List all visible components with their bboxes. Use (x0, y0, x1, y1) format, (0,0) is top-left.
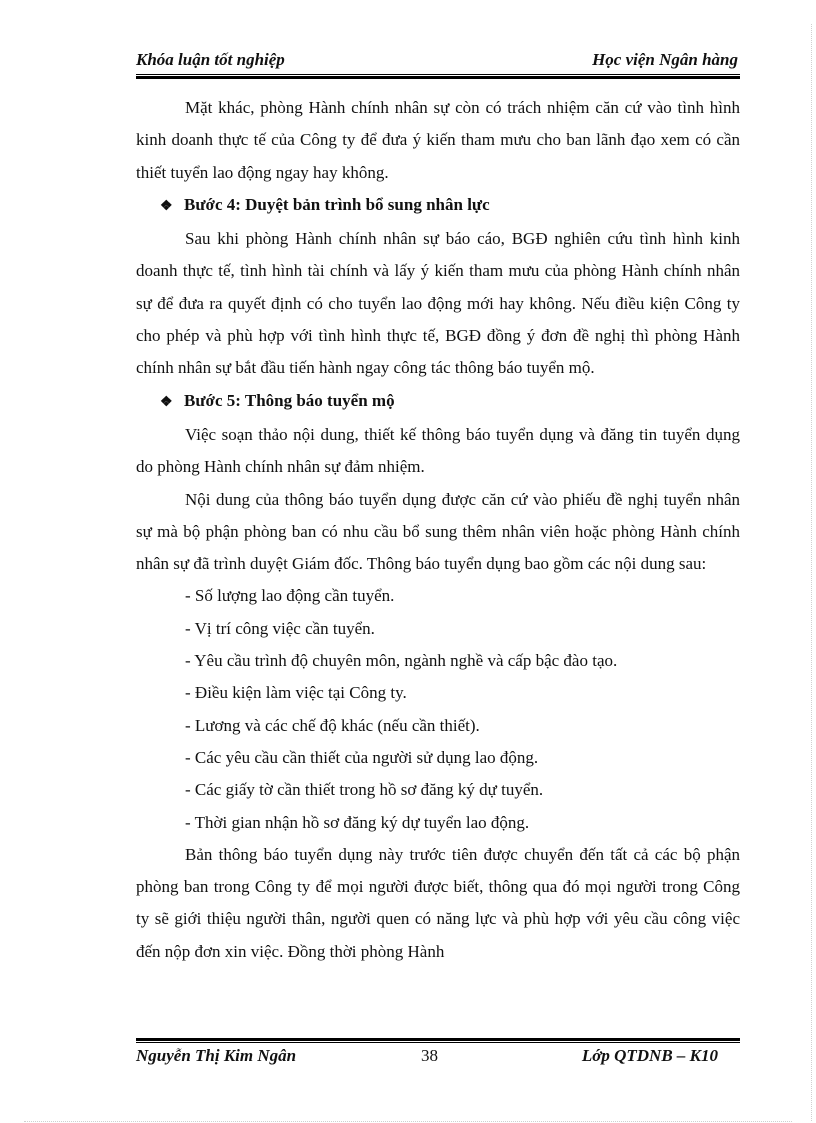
list-item: - Vị trí công việc cần tuyển. (185, 618, 375, 638)
paragraph: Nội dung của thông báo tuyển dụng được căn cứ vào phiếu đề nghị tuyển nhân sự mà bộ phận phòng ban có nhu cầu bổ sung thêm nhân viên hoặc phòng Hành chính nhân sự đã trình duyệt Giám đốc. Thông báo tuyển dụng bao gồm các nội dung sau: (136, 489, 740, 574)
header-rule (136, 74, 740, 79)
header-institution: Học viện Ngân hàng (592, 50, 738, 69)
list-item: - Số lượng lao động cần tuyển. (185, 586, 395, 606)
section-heading (136, 189, 740, 223)
page-header (136, 50, 740, 74)
diamond-bullet-icon: ❖ (160, 394, 173, 410)
footer-rule (136, 1038, 740, 1043)
footer-class: Lớp QTDNB – K10 (581, 1046, 718, 1065)
list-item: - Các yêu cầu cần thiết của người sử dụng lao động. (185, 747, 539, 767)
paragraph: Việc soạn thảo nội dung, thiết kế thông báo tuyển dụng và đăng tin tuyển dụng do phòng Hành chính nhân sự đảm nhiệm. (136, 424, 740, 477)
page-footer (136, 1046, 740, 1070)
footer-author: Nguyễn Thị Kim Ngân (136, 1046, 297, 1065)
page-edge-right (811, 24, 812, 1121)
list-item: - Yêu cầu trình độ chuyên môn, ngành nghề và cấp bậc đào tạo. (185, 651, 618, 671)
paragraph: Mặt khác, phòng Hành chính nhân sự còn có trách nhiệm căn cứ vào tình hình kinh doanh thực tế của Công ty để đưa ý kiến tham mưu cho ban lãnh đạo xem có cần thiết tuyển lao động ngay hay không. (136, 98, 740, 182)
paragraph: Bản thông báo tuyển dụng này trước tiên được chuyển đến tất cả các bộ phận phòng ban trong Công ty để mọi người được biết, thông qua đó mọi người trong Công ty sẽ giới thiệu người thân, người quen có năng lực và phù hợp với yêu cầu công việc đến nộp đơn xin việc. Đồng thời phòng Hành (136, 844, 740, 961)
section-heading (136, 385, 740, 419)
diamond-bullet-icon: ❖ (160, 198, 173, 214)
list-item: - Thời gian nhận hồ sơ đăng ký dự tuyển lao động. (185, 812, 530, 832)
list-item: - Lương và các chế độ khác (nếu cần thiết). (185, 715, 480, 735)
page-edge-bottom (24, 1121, 792, 1122)
paragraph: Sau khi phòng Hành chính nhân sự báo cáo, BGĐ nghiên cứu tình hình kinh doanh thực tế, tình hình tài chính và lấy ý kiến tham mưu của phòng Hành chính nhân sự để đưa ra quyết định có cho tuyển lao động mới hay không. Nếu điều kiện Công ty cho phép và phù hợp với tình hình thực tế, BGĐ đồng ý đơn đề nghị thì phòng Hành chính nhân sự bắt đầu tiến hành ngay công tác thông báo tuyển mộ. (136, 229, 740, 378)
list-item: - Các giấy tờ cần thiết trong hồ sơ đăng ký dự tuyển. (185, 780, 544, 800)
header-thesis-title: Khóa luận tốt nghiệp (136, 50, 285, 69)
page-body (136, 92, 740, 968)
page-number: 38 (421, 1046, 438, 1065)
list-item: - Điều kiện làm việc tại Công ty. (185, 683, 407, 703)
heading-text: Bước 5: Thông báo tuyển mộ (184, 390, 395, 410)
heading-text: Bước 4: Duyệt bản trình bổ sung nhân lực (184, 194, 490, 214)
